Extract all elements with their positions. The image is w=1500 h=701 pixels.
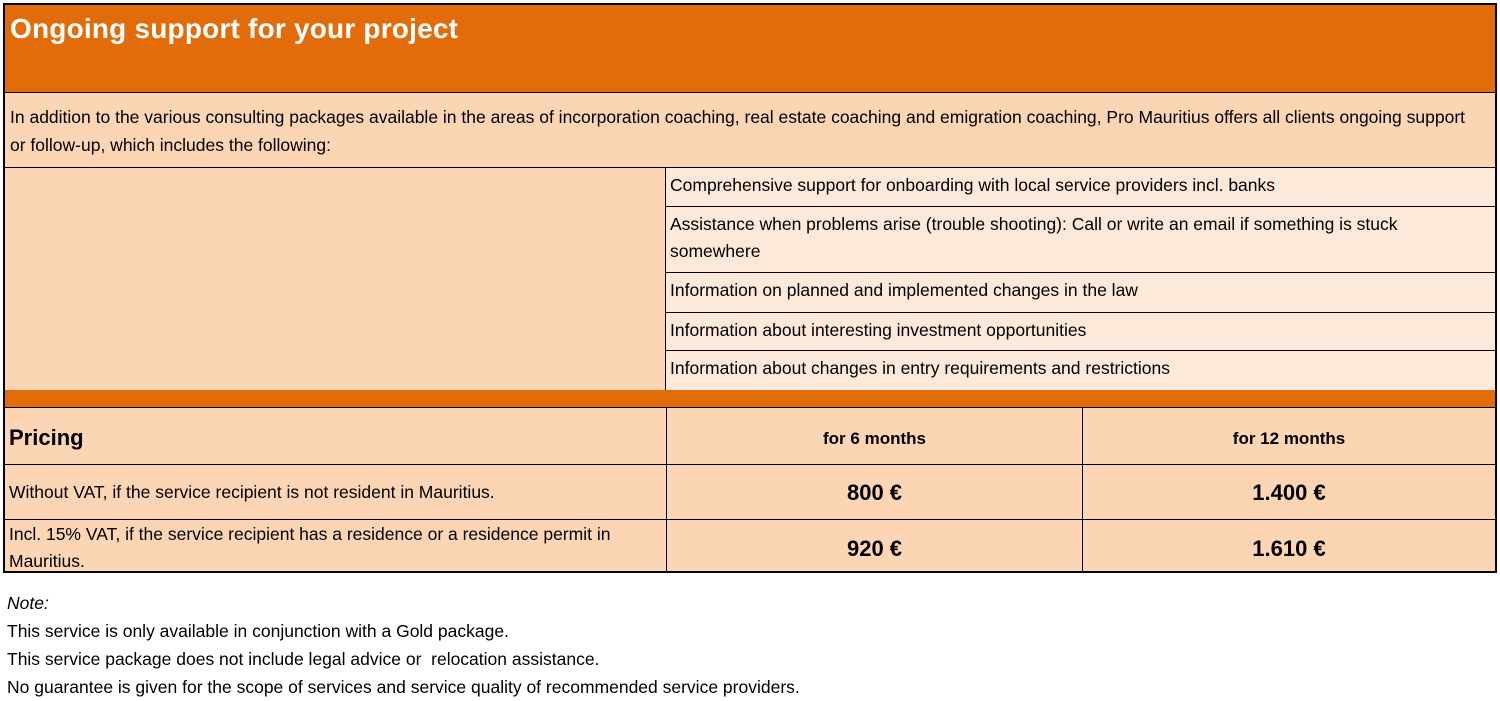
feature-item: Comprehensive support for onboarding with local service providers incl. banks [666,168,1495,207]
blank-cell [5,168,666,390]
price-row-label-incl-vat: Incl. 15% VAT, if the service recipient has a residence or a residence permit in Mauritius. [9,524,611,571]
feature-item: Information about interesting investment opportunities [666,313,1495,351]
note-line: No guarantee is given for the scope of services and service quality of recommended service providers. [7,677,800,697]
title-bar [5,5,1495,93]
column-header-12-months: for 12 months [1232,429,1346,448]
note-line: This service is only available in conjunction with a Gold package. [7,621,509,641]
price-12-months-no-vat: 1.400 € [1252,480,1326,505]
notes-section [7,589,800,701]
price-row-label-no-vat: Without VAT, if the service recipient is not resident in Mauritius. [9,482,495,502]
note-line: This service package does not include legal advice or relocation assistance. [7,649,600,669]
price-6-months-incl-vat: 920 € [846,536,903,561]
section-divider [5,390,1495,408]
feature-item: Assistance when problems arise (trouble shooting): Call or write an email if something is stuck somewhere [666,207,1495,273]
page-title: Ongoing support for your project [10,13,459,44]
price-6-months-no-vat: 800 € [846,480,903,505]
intro-text: In addition to the various consulting packages available in the areas of incorporation coaching, real estate coaching and emigration coaching, Pro Mauritius offers all clients ongoing support or follow-up, which includes the following: [5,93,1495,168]
feature-item: Information on planned and implemented changes in the law [666,273,1495,313]
pricing-title: Pricing [9,425,84,450]
column-header-6-months: for 6 months [823,429,926,448]
price-12-months-incl-vat: 1.610 € [1252,536,1326,561]
support-sheet [3,3,1497,573]
feature-list [666,168,1495,390]
note-heading: Note: [7,593,49,613]
feature-item: Information about changes in entry requirements and restrictions [666,351,1495,390]
